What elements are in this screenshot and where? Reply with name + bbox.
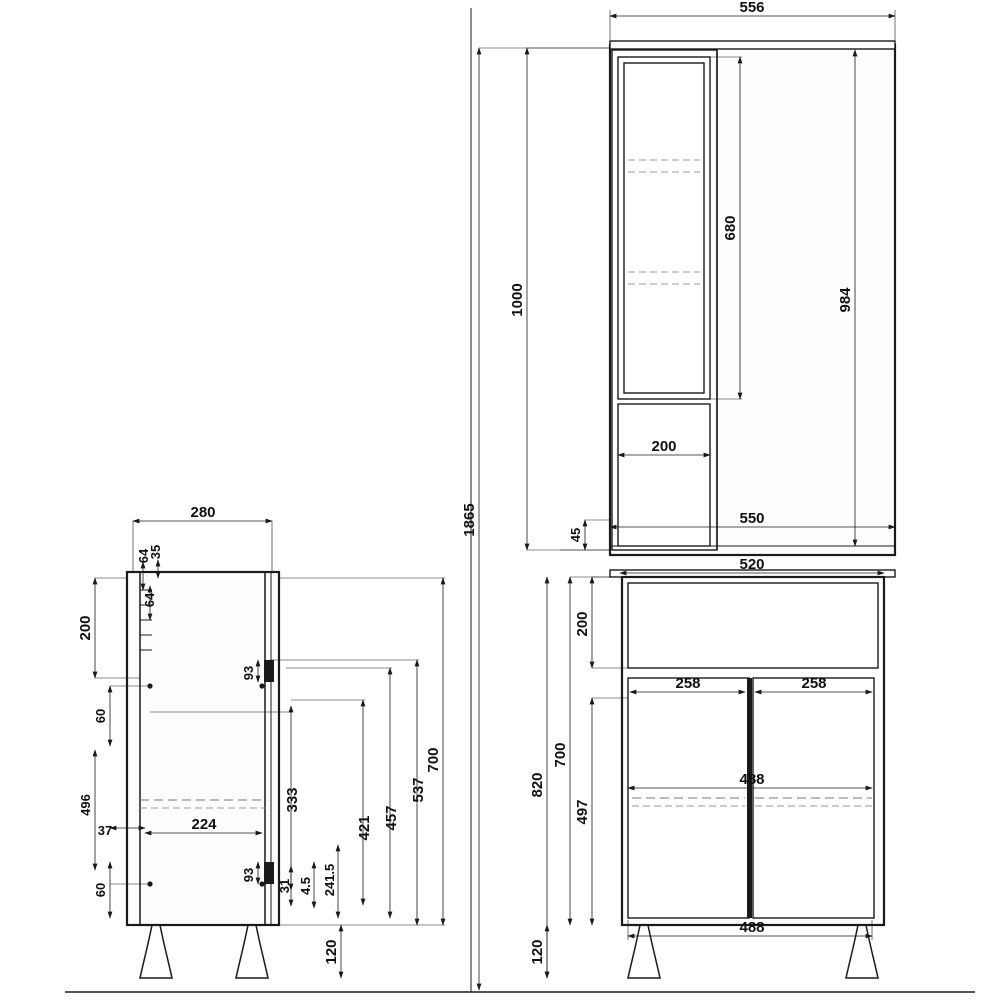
dim-556: 556 bbox=[739, 0, 765, 16]
side-view bbox=[77, 504, 445, 978]
dim-37: 37 bbox=[97, 823, 113, 838]
dim-520: 520 bbox=[739, 556, 765, 573]
dim-421: 421 bbox=[356, 815, 373, 841]
dim-93-bottom: 93 bbox=[241, 867, 256, 883]
dim-200-tall: 200 bbox=[651, 438, 677, 455]
dim-31: 31 bbox=[277, 878, 292, 894]
dim-333: 333 bbox=[284, 787, 301, 813]
dim-35: 35 bbox=[148, 544, 163, 560]
dim-680: 680 bbox=[722, 215, 739, 241]
dim-120-base: 120 bbox=[529, 939, 546, 965]
dim-984: 984 bbox=[837, 287, 854, 313]
dim-820: 820 bbox=[529, 772, 546, 798]
dim-457: 457 bbox=[383, 805, 400, 831]
base-cabinet-view bbox=[529, 556, 895, 978]
dim-45-side: 4.5 bbox=[298, 876, 313, 896]
dim-120-side: 120 bbox=[323, 939, 340, 965]
dim-241-5: 241.5 bbox=[322, 863, 337, 897]
dim-1865: 1865 bbox=[461, 503, 478, 537]
dim-64-b: 64 bbox=[142, 592, 157, 608]
dim-224: 224 bbox=[191, 816, 217, 833]
dim-258-left: 258 bbox=[675, 675, 701, 692]
dim-60-bottom: 60 bbox=[93, 882, 108, 898]
dim-45-tall: 45 bbox=[568, 527, 583, 543]
dim-700-base: 700 bbox=[552, 742, 569, 768]
dim-496: 496 bbox=[78, 794, 93, 816]
dim-93-top: 93 bbox=[241, 665, 256, 681]
dim-280: 280 bbox=[190, 504, 216, 521]
dim-200-side: 200 bbox=[77, 615, 94, 641]
dim-497: 497 bbox=[574, 799, 591, 825]
dim-1000: 1000 bbox=[509, 283, 526, 317]
dim-200-base: 200 bbox=[574, 611, 591, 637]
dim-258-right: 258 bbox=[801, 675, 827, 692]
dim-64-a: 64 bbox=[136, 548, 151, 564]
dim-537: 537 bbox=[410, 777, 427, 803]
dim-700-side: 700 bbox=[425, 747, 442, 773]
dim-550: 550 bbox=[739, 510, 765, 527]
dim-488-lower: 488 bbox=[739, 919, 765, 936]
dim-60-top: 60 bbox=[93, 708, 108, 724]
dim-488-upper: 488 bbox=[739, 771, 765, 788]
